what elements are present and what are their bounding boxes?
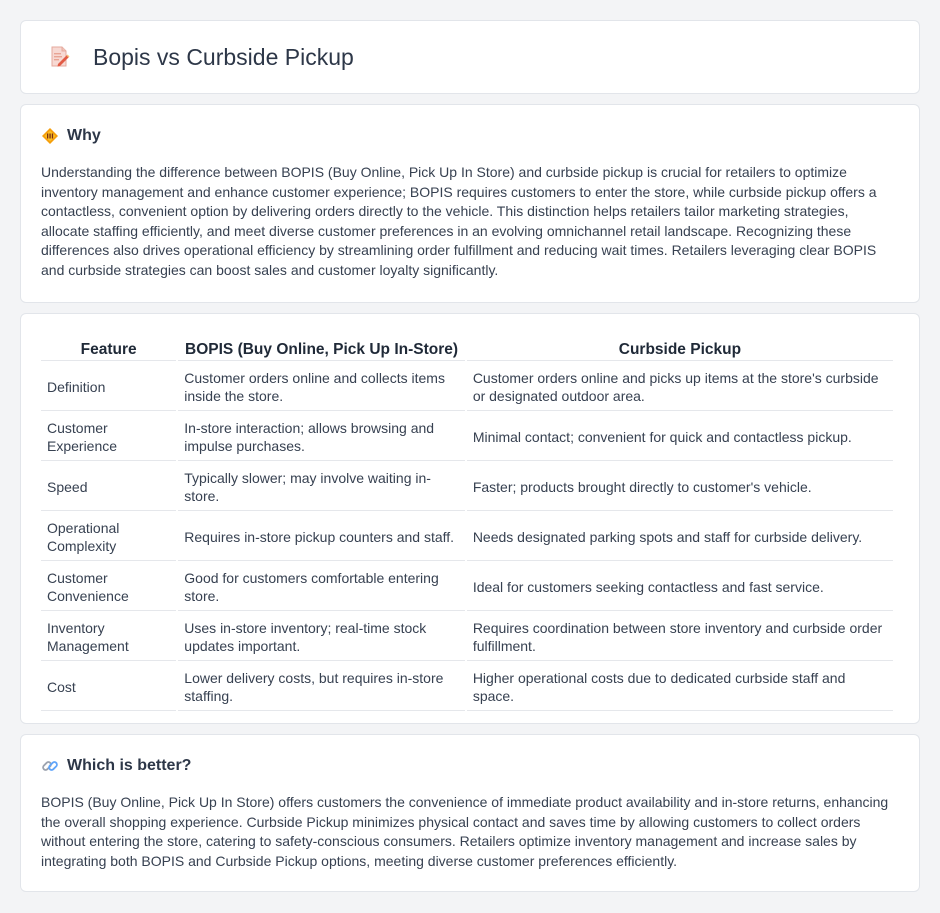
why-heading bbox=[41, 127, 899, 145]
cell-bopis: Requires in-store pickup counters and staff. bbox=[178, 513, 465, 561]
table-row bbox=[41, 513, 893, 561]
page-title: Bopis vs Curbside Pickup bbox=[93, 43, 354, 70]
table-row bbox=[41, 613, 893, 661]
why-section bbox=[20, 104, 920, 303]
cell-curbside: Requires coordination between store inventory and curbside order fulfillment. bbox=[467, 613, 893, 661]
header-card bbox=[20, 20, 920, 94]
cell-feature: Operational Complexity bbox=[41, 513, 176, 561]
why-paragraph: Understanding the difference between BOPIS (Buy Online, Pick Up In Store) and curbside pickup is crucial for retailers to optimize inventory management and enhance customer experience; BOPIS requires customers to enter the store, while curbside pickup offers a contactless, convenient option by delivering orders directly to the vehicle. This distinction helps retailers tailor marketing strategies, allocate staffing efficiently, and meet diverse customer preferences in an evolving omnichannel retail landscape. Recognizing these differences also drives operational efficiency by streamlining order fulfillment and reducing wait times. Retailers leveraging clear BOPIS and curbside strategies can boost sales and customer loyalty significantly. bbox=[41, 164, 877, 278]
cell-feature: Speed bbox=[41, 463, 176, 511]
cell-bopis: Typically slower; may involve waiting in-store. bbox=[178, 463, 465, 511]
cell-bopis: Customer orders online and collects items inside the store. bbox=[178, 363, 465, 411]
cell-curbside: Faster; products brought directly to customer's vehicle. bbox=[467, 463, 893, 511]
why-title: Why bbox=[67, 127, 101, 144]
document-edit-icon bbox=[47, 45, 71, 69]
cell-curbside: Needs designated parking spots and staff for curbside delivery. bbox=[467, 513, 893, 561]
header-feature: Feature bbox=[41, 336, 176, 361]
diamond-warning-icon bbox=[41, 127, 59, 145]
cell-curbside: Minimal contact; convenient for quick and contactless pickup. bbox=[467, 413, 893, 461]
cell-feature: Inventory Management bbox=[41, 613, 176, 661]
cell-curbside: Ideal for customers seeking contactless and fast service. bbox=[467, 563, 893, 611]
table-row bbox=[41, 463, 893, 511]
comparison-table-card bbox=[20, 313, 920, 724]
cell-bopis: Lower delivery costs, but requires in-store staffing. bbox=[178, 663, 465, 711]
header-bopis: BOPIS (Buy Online, Pick Up In-Store) bbox=[178, 336, 465, 361]
better-heading bbox=[41, 757, 899, 775]
table-row bbox=[41, 363, 893, 411]
table-row bbox=[41, 413, 893, 461]
cell-bopis: Uses in-store inventory; real-time stock updates important. bbox=[178, 613, 465, 661]
better-title: Which is better? bbox=[67, 757, 192, 774]
cell-feature: Cost bbox=[41, 663, 176, 711]
comparison-table bbox=[39, 334, 895, 713]
cell-curbside: Customer orders online and picks up items at the store's curbside or designated outdoor area. bbox=[467, 363, 893, 411]
which-is-better-section bbox=[20, 734, 920, 892]
cell-feature: Customer Experience bbox=[41, 413, 176, 461]
cell-feature: Customer Convenience bbox=[41, 563, 176, 611]
table-header-row bbox=[41, 336, 893, 361]
cell-bopis: Good for customers comfortable entering store. bbox=[178, 563, 465, 611]
better-paragraph: BOPIS (Buy Online, Pick Up In Store) offers customers the convenience of immediate product availability and in-store returns, enhancing the overall shopping experience. Curbside Pickup minimizes physical contact and saves time by allowing customers to collect orders without entering the store, catering to safety-conscious consumers. Retailers optimize inventory management and increase sales by integrating both BOPIS and Curbside Pickup options, meeting diverse customer preferences efficiently. bbox=[41, 794, 889, 869]
cell-curbside: Higher operational costs due to dedicated curbside staff and space. bbox=[467, 663, 893, 711]
table-row bbox=[41, 563, 893, 611]
cell-bopis: In-store interaction; allows browsing and impulse purchases. bbox=[178, 413, 465, 461]
table-row bbox=[41, 663, 893, 711]
cell-feature: Definition bbox=[41, 363, 176, 411]
header-curbside: Curbside Pickup bbox=[467, 336, 893, 361]
link-icon bbox=[41, 757, 59, 775]
